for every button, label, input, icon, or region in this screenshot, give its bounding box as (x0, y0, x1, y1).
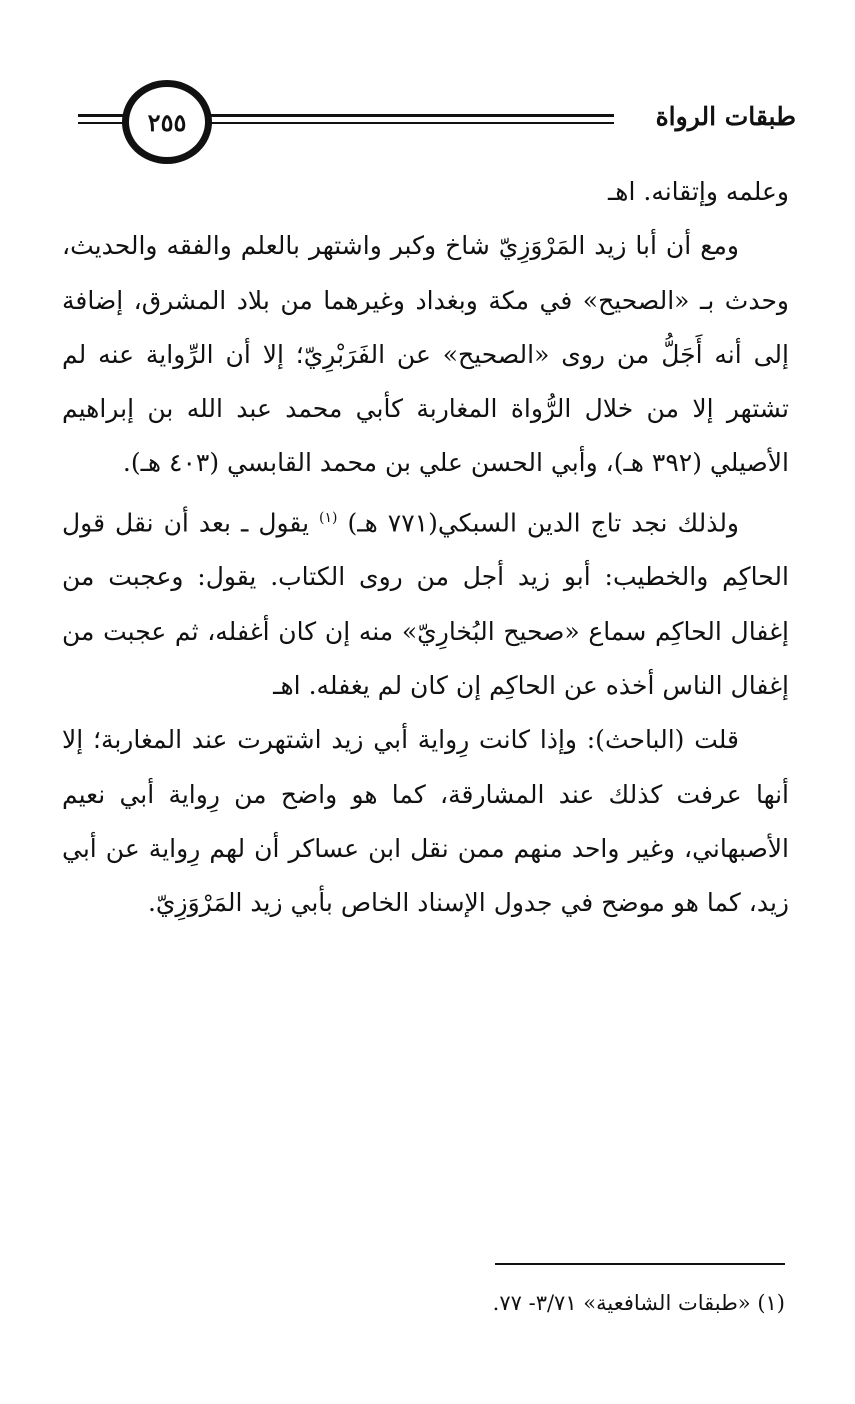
header-rule (198, 114, 614, 117)
paragraph: ومع أن أبا زيد المَرْوَزِيّ شاخ وكبر واشتهر بالعلم والفقه والحديث، وحدث بـ «الصحيح» في مكة وبغداد وغيرهما من بلاد المشرق، إضافة إلى أنه أَجَلُّ من روى «الصحيح» عن الفَرَبْرِيّ؛ إلا أن الرِّواية عنه لم تشتهر إلا من خلال الرُّواة المغاربة كأبي محمد عبد الله بن إبراهيم الأصيلي (٣٩٢ هـ)، وأبي الحسن علي بن محمد القابسي (٤٠٣ هـ). (62, 231, 789, 478)
header-rule (198, 122, 614, 124)
header-rule (78, 114, 128, 117)
paragraph (62, 491, 789, 714)
running-title: طبقات الرواة (655, 102, 796, 131)
page-number (122, 80, 212, 164)
paragraph: قلت (الباحث): وإذا كانت رِواية أبي زيد اشتهرت عند المغاربة؛ إلا أنها عرفت كذلك عند المشارقة، كما هو واضح من رِواية أبي نعيم الأصبهاني، وغير واحد منهم ممن نقل ابن عساكر أن لهم رِواية عن أبي زيد، كما هو موضح في جدول الإسناد الخاص بأبي زيد المَرْوَزِيّ. (62, 725, 789, 918)
running-header (78, 80, 796, 172)
header-rule (78, 122, 128, 124)
paragraph-text: ولذلك نجد تاج الدين السبكي(٧٧١ هـ) (347, 508, 740, 538)
paragraph: وعلمه وإتقانه. اهـ (607, 177, 789, 206)
paragraph-text: يقول ـ بعد أن نقل قول الحاكِم والخطيب: أبو زيد أجل من روى الكتاب. يقول: وعجبت من إغفال الحاكِم سماع «صحيح البُخارِيّ» منه إن كان أغفله، ثم عجبت من إغفال الناس أخذه عن الحاكِم إن كان لم يغفله. اهـ (62, 508, 789, 700)
footnote: (١) «طبقات الشافعية» ٣/٧١- ٧٧. (492, 1291, 785, 1315)
main-text (62, 165, 789, 930)
footnote-separator (495, 1263, 785, 1265)
footnote-reference: (١) (319, 509, 338, 526)
page-number-text: ٢٥٥ (147, 107, 187, 137)
